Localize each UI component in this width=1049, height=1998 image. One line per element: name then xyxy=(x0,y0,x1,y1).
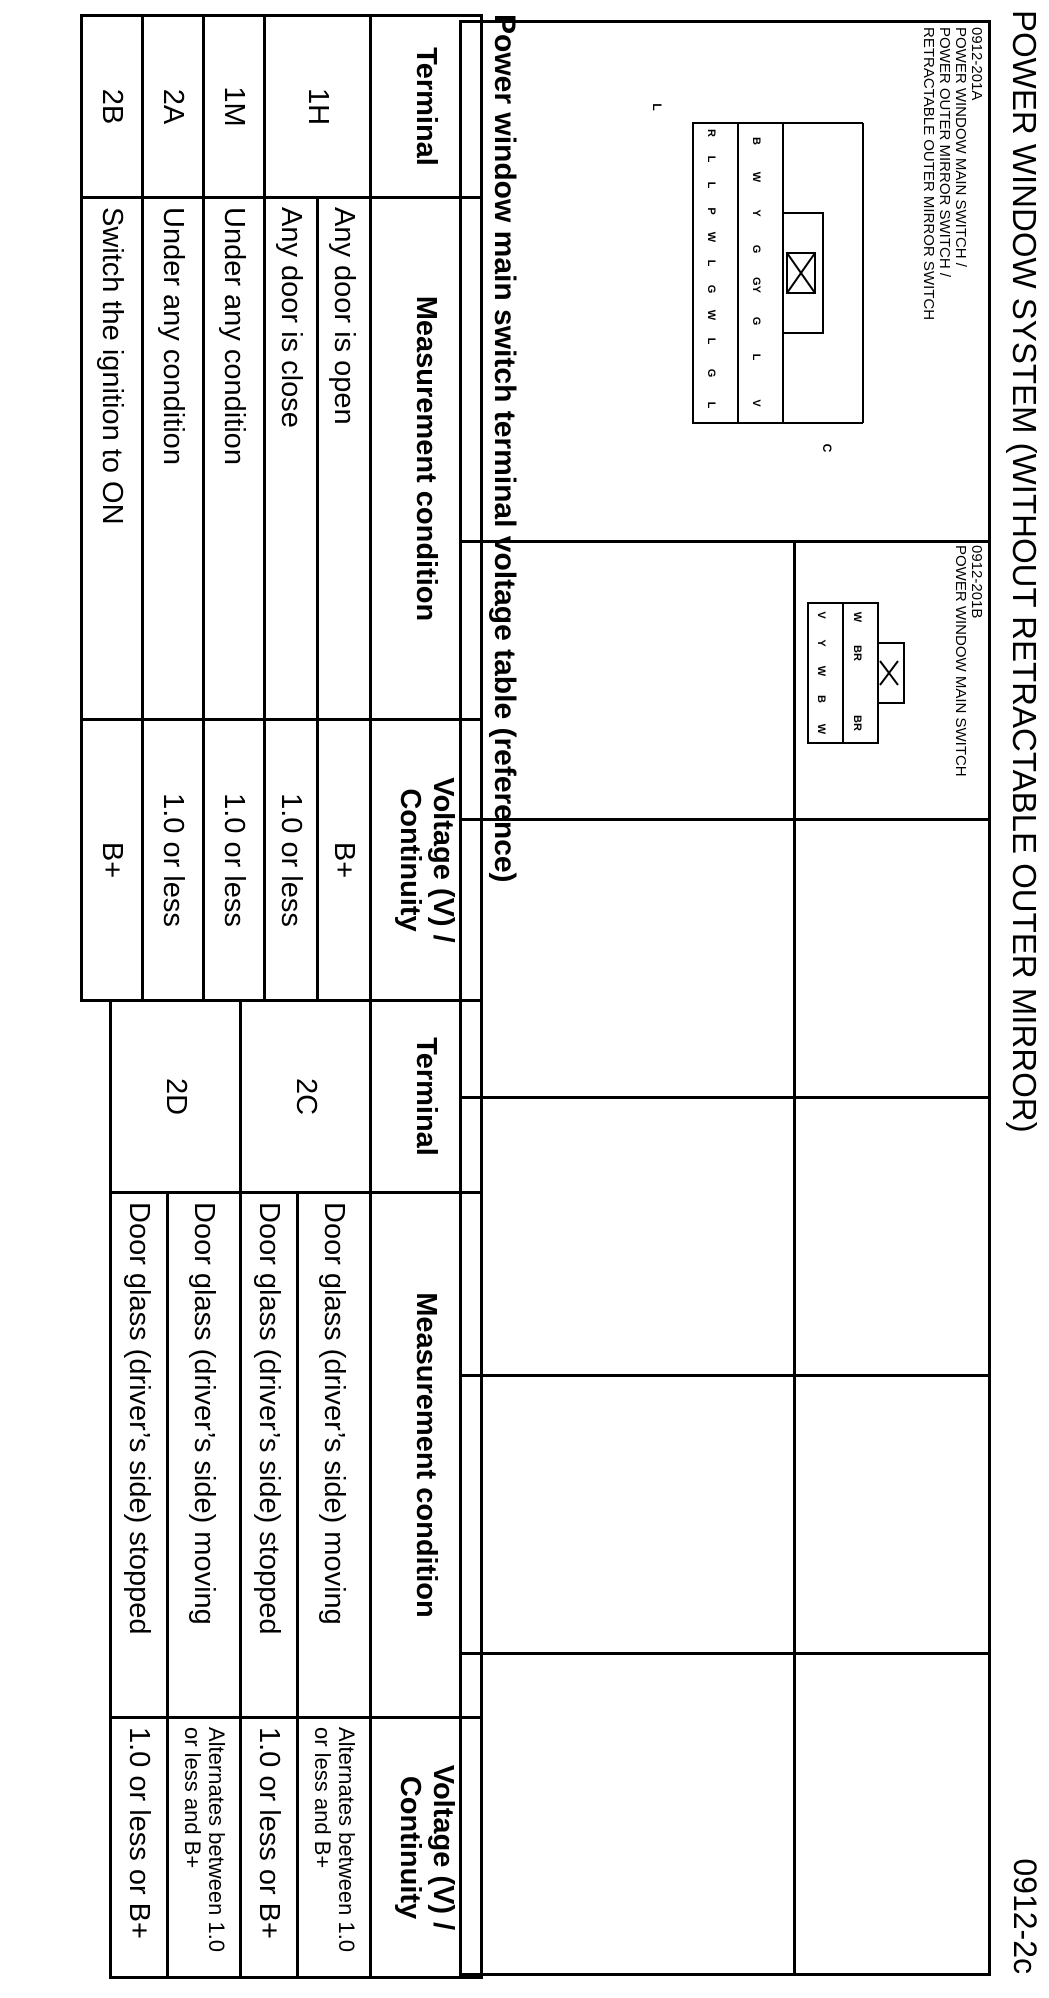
terminal-cell: 2A xyxy=(143,16,204,198)
connector-a-pin: G xyxy=(705,284,717,294)
condition-cell: Door glass (driver’s side) stopped xyxy=(241,1193,298,1718)
connector-b-pin: W xyxy=(851,611,863,623)
connector-a-pin: W xyxy=(705,309,717,321)
connector-a-pin: L xyxy=(705,259,717,267)
connector-b-pin: B xyxy=(815,695,827,703)
condition-header: Measurement condition xyxy=(371,198,482,720)
connector-a-pin: L xyxy=(750,353,762,361)
voltage-cell: 1.0 or less xyxy=(265,720,318,1001)
connector-a-pin: GY xyxy=(750,277,762,293)
voltage-table-right xyxy=(109,999,483,1979)
table-row xyxy=(204,16,265,1001)
connector-a-pin: L xyxy=(705,155,717,163)
page-number: 0912-2c xyxy=(1007,1858,1043,1974)
terminal-cell: 2B xyxy=(82,16,143,198)
condition-cell: Switch the ignition to ON xyxy=(82,198,143,720)
voltage-header: Voltage (V) / Continuity xyxy=(371,1718,482,1978)
table-row xyxy=(168,1001,241,1978)
terminal-header: Terminal xyxy=(371,1001,482,1193)
connector-b-pin: W xyxy=(815,723,827,735)
condition-header: Measurement condition xyxy=(371,1193,482,1718)
condition-cell: Under any condition xyxy=(204,198,265,720)
connector-a-pin: W xyxy=(750,171,762,183)
connector-a-pin: L xyxy=(705,337,717,345)
connector-a-pin: L xyxy=(705,181,717,189)
table-header-row xyxy=(371,1001,482,1978)
connector-b-key xyxy=(878,643,904,703)
connector-a-names: POWER WINDOW MAIN SWITCH / POWER OUTER MIRROR SWITCH / RETRACTABLE OUTER MIRROR SWITCH xyxy=(920,27,969,321)
table-header-row xyxy=(371,16,482,1001)
voltage-cell: Alternates between 1.0 or less and B+ xyxy=(298,1718,371,1978)
voltage-header: Voltage (V) / Continuity xyxy=(371,720,482,1001)
voltage-cell: 1.0 or less or B+ xyxy=(241,1718,298,1978)
connector-a-code: 0912-201A xyxy=(968,27,985,101)
connector-b-pin: BR xyxy=(851,715,863,731)
terminal-cell: 1H xyxy=(265,16,371,198)
table-row xyxy=(143,16,204,1001)
table-row xyxy=(82,16,143,1001)
connector-a-pin: P xyxy=(705,207,717,215)
connector-a-pin: V xyxy=(750,399,762,407)
connector-a-pin: L xyxy=(705,401,717,409)
connector-b-label xyxy=(952,545,984,815)
terminal-cell: 1M xyxy=(204,16,265,198)
table-row xyxy=(298,1001,371,1978)
connector-b-code: 0912-201B xyxy=(968,545,985,619)
terminal-header: Terminal xyxy=(371,16,482,198)
connector-b-names: POWER WINDOW MAIN SWITCH xyxy=(952,545,969,777)
connector-grid xyxy=(459,20,991,1976)
grid-divider xyxy=(462,1374,988,1377)
connector-a-pin: B xyxy=(750,137,762,145)
connector-b-pin: Y xyxy=(815,639,827,647)
connector-a-side-label: L xyxy=(650,103,664,111)
voltage-cell: 1.0 or less xyxy=(204,720,265,1001)
connector-a-label xyxy=(920,27,984,527)
connector-b-pin: BR xyxy=(851,645,863,661)
condition-cell: Door glass (driver’s side) moving xyxy=(168,1193,241,1718)
grid-divider xyxy=(793,540,796,1973)
connector-a-diagram xyxy=(633,103,893,463)
voltage-cell: B+ xyxy=(82,720,143,1001)
connector-a-pin: Y xyxy=(750,209,762,217)
grid-divider xyxy=(462,540,988,543)
connector-a-pin: R xyxy=(705,129,717,137)
voltage-table-section xyxy=(0,14,521,1976)
condition-cell: Door glass (driver’s side) stopped xyxy=(111,1193,168,1718)
voltage-table-title: Power window main switch terminal voltage table (reference) xyxy=(488,14,521,883)
condition-cell: Door glass (driver’s side) moving xyxy=(298,1193,371,1718)
voltage-cell: 1.0 or less xyxy=(143,720,204,1001)
connector-b-diagram xyxy=(798,583,928,763)
connector-a-pin: G xyxy=(750,316,762,326)
terminal-cell: 2D xyxy=(111,1001,241,1193)
connector-a-side-label: C xyxy=(820,443,834,453)
grid-divider xyxy=(462,1096,988,1099)
voltage-cell: Alternates between 1.0 or less and B+ xyxy=(168,1718,241,1978)
condition-cell: Any door is open xyxy=(318,198,371,720)
connector-a-pin: W xyxy=(705,231,717,243)
connector-a-pin: G xyxy=(705,368,717,378)
voltage-cell: B+ xyxy=(318,720,371,1001)
grid-divider xyxy=(462,818,988,821)
connector-b-pin: V xyxy=(815,611,827,619)
table-row xyxy=(318,16,371,1001)
voltage-table-container xyxy=(80,14,483,1976)
page-title: POWER WINDOW SYSTEM (WITHOUT RETRACTABLE OUTER MIRROR) xyxy=(1006,10,1043,1133)
condition-cell: Any door is close xyxy=(265,198,318,720)
connector-a-pin: G xyxy=(750,244,762,254)
terminal-cell: 2C xyxy=(241,1001,371,1193)
voltage-cell: 1.0 or less or B+ xyxy=(111,1718,168,1978)
condition-cell: Under any condition xyxy=(143,198,204,720)
grid-divider xyxy=(462,1652,988,1655)
connector-b-pin: W xyxy=(815,665,827,677)
voltage-table-left xyxy=(80,14,483,1002)
connector-a-key xyxy=(783,213,823,333)
